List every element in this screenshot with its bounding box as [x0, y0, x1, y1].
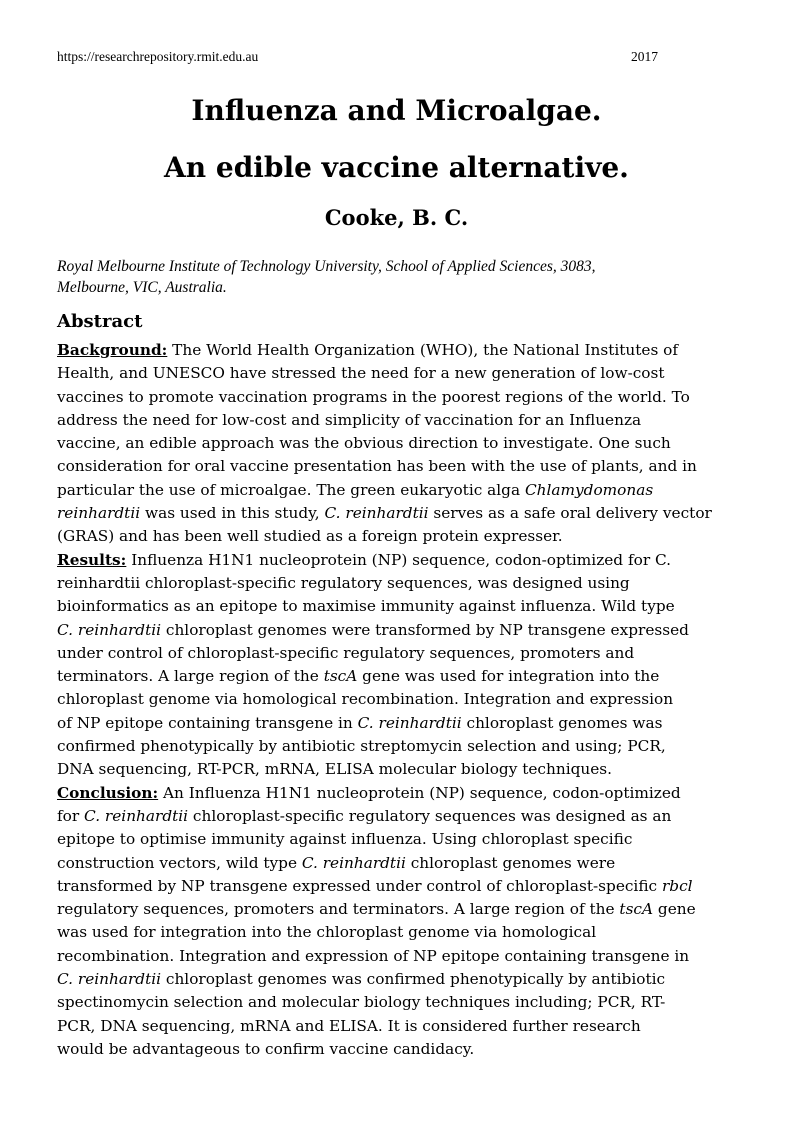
section-label: Background: — [57, 341, 168, 359]
abstract-line — [57, 339, 747, 362]
abstract-line — [57, 828, 747, 851]
abstract-body — [57, 339, 747, 1061]
italic-text: C. reinhardtii — [301, 853, 406, 872]
abstract-line — [57, 758, 747, 781]
italic-text: tscA — [619, 900, 654, 919]
text-run: of NP epitope containing transgene in — [57, 713, 358, 732]
abstract-heading: Abstract — [57, 311, 143, 332]
paper-title-line-1: Influenza and Microalgae. — [191, 94, 602, 127]
italic-text: C. reinhardtii — [84, 806, 189, 825]
italic-text: reinhardtii — [57, 504, 141, 523]
text-run: The World Health Organization (WHO), the National Institutes of — [167, 341, 679, 359]
text-run: epitope to optimise immunity against influenza. Using chloroplast specific — [57, 830, 633, 849]
abstract-line — [57, 898, 747, 921]
text-run: recombination. Integration and expression of NP epitope containing transgene in — [57, 946, 690, 965]
abstract-line — [57, 968, 747, 991]
italic-text: C. reinhardtii — [324, 504, 429, 523]
affiliation-line: Melbourne, VIC, Australia. — [57, 279, 227, 296]
text-run: (GRAS) and has been well studied as a foreign protein expresser. — [57, 527, 563, 546]
abstract-line — [57, 409, 747, 432]
abstract-line — [57, 549, 747, 572]
header-url: https://researchrepository.rmit.edu.au — [57, 49, 259, 64]
abstract-line — [57, 362, 747, 385]
abstract-line — [57, 805, 747, 828]
text-run: terminators. A large region of the — [57, 667, 324, 686]
abstract-line — [57, 688, 747, 711]
text-run: Influenza H1N1 nucleoprotein (NP) sequence, codon-optimized for C. — [126, 550, 672, 569]
text-run: gene — [653, 900, 696, 919]
text-run: for — [57, 806, 85, 825]
text-run: Health, and UNESCO have stressed the need for a new generation of low-cost — [57, 364, 665, 383]
abstract-line — [57, 991, 747, 1014]
text-run: chloroplast genomes was confirmed phenotypically by antibiotic — [161, 970, 666, 989]
text-run: under control of chloroplast-specific regulatory sequences, promoters and — [57, 643, 635, 662]
author: Cooke, B. C. — [324, 205, 469, 230]
abstract-line — [57, 875, 747, 898]
text-run: serves as a safe oral delivery vector — [428, 504, 712, 523]
text-run: confirmed phenotypically by antibiotic streptomycin selection and using; PCR, — [57, 737, 666, 756]
text-run: vaccines to promote vaccination programs in the poorest regions of the world. To — [57, 387, 690, 406]
header-year: 2017 — [631, 49, 658, 64]
text-run: regulatory sequences, promoters and terminators. A large region of the — [57, 900, 620, 919]
text-run: chloroplast genomes were transformed by NP transgene expressed — [161, 620, 689, 639]
text-run: An Influenza H1N1 nucleoprotein (NP) sequence, codon-optimized — [158, 783, 681, 802]
text-run: vaccine, an edible approach was the obvious direction to investigate. One such — [57, 434, 671, 453]
text-run: DNA sequencing, RT-PCR, mRNA, ELISA molecular biology techniques. — [57, 760, 612, 779]
section-label: Results: — [57, 550, 127, 569]
abstract-line — [57, 432, 747, 455]
text-run: was used for integration into the chloroplast genome via homological — [57, 923, 597, 942]
text-run: consideration for oral vaccine presentation has been with the use of plants, and in — [57, 457, 697, 476]
text-run: bioinformatics as an epitope to maximise immunity against influenza. Wild type — [57, 597, 675, 616]
abstract-line — [57, 619, 747, 642]
section-label: Conclusion: — [57, 783, 159, 802]
italic-text: tscA — [323, 667, 358, 686]
abstract-line — [57, 852, 747, 875]
text-run: PCR, DNA sequencing, mRNA and ELISA. It is considered further research — [57, 1016, 641, 1035]
abstract-line — [57, 502, 747, 525]
italic-text: C. reinhardtii — [57, 970, 162, 989]
text-run: spectinomycin selection and molecular biology techniques including; PCR, RT- — [57, 993, 666, 1012]
text-run: chloroplast genomes was — [461, 713, 663, 732]
text-run: reinhardtii chloroplast-specific regulatory sequences, was designed using — [57, 573, 630, 592]
text-run: address the need for low-cost and simplicity of vaccination for an Influenza — [57, 410, 642, 429]
abstract-line — [57, 455, 747, 478]
abstract-line — [57, 386, 747, 409]
text-run: gene was used for integration into the — [357, 667, 660, 686]
text-run: particular the use of microalgae. The green eukaryotic alga — [57, 480, 525, 499]
text-run: transformed by NP transgene expressed under control of chloroplast-specific — [57, 876, 662, 895]
abstract-line — [57, 735, 747, 758]
text-run: chloroplast genome via homological recombination. Integration and expression — [57, 690, 674, 709]
abstract-line — [57, 1015, 747, 1038]
abstract-line — [57, 479, 747, 502]
abstract-line — [57, 945, 747, 968]
abstract-line — [57, 572, 747, 595]
abstract-line — [57, 1038, 747, 1061]
affiliation-line: Royal Melbourne Institute of Technology University, School of Applied Sciences, 3083, — [57, 258, 596, 275]
affiliation — [57, 256, 747, 298]
abstract-line — [57, 665, 747, 688]
text-run: was used in this study, — [140, 504, 325, 523]
text-run: chloroplast-specific regulatory sequences was designed as an — [188, 806, 672, 825]
abstract-line — [57, 712, 747, 735]
text-run: construction vectors, wild type — [57, 853, 302, 872]
paper-title-line-2: An edible vaccine alternative. — [164, 151, 629, 184]
italic-text: C. reinhardtii — [57, 620, 162, 639]
italic-text: Chlamydomonas — [524, 480, 654, 499]
abstract-line — [57, 921, 747, 944]
italic-text: C. reinhardtii — [357, 713, 462, 732]
text-run: would be advantageous to confirm vaccine candidacy. — [57, 1039, 475, 1058]
abstract-line — [57, 782, 747, 805]
abstract-line — [57, 525, 747, 548]
abstract-line — [57, 595, 747, 618]
italic-text: rbcl — [661, 876, 693, 895]
text-run: chloroplast genomes were — [405, 853, 616, 872]
abstract-line — [57, 642, 747, 665]
